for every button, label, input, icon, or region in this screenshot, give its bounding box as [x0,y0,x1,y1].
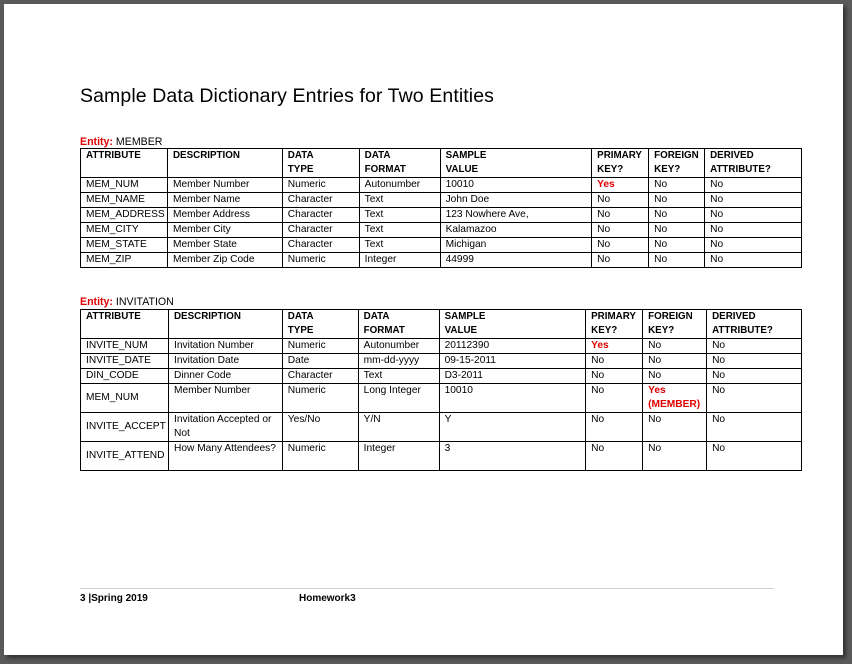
column-header [649,149,705,178]
column-header-line2: ATTRIBUTE? [710,164,771,175]
member-entity-caption [80,136,162,148]
table-row [81,253,802,268]
table-cell: No [643,354,707,369]
table-cell: Numeric [282,442,358,471]
table-cell: Member Number [168,384,282,413]
table-cell: 44999 [440,253,592,268]
column-header-line1: SAMPLE [444,311,486,322]
member-table [80,148,802,268]
table-cell: Invitation Number [168,339,282,354]
document-page [4,4,843,655]
entity-label: Entity: [80,296,113,308]
column-header [707,310,802,339]
table-cell: INVITE_NUM [81,339,169,354]
column-header [282,310,358,339]
table-cell: No [649,223,705,238]
table-cell: No [586,384,643,413]
column-header-line1: DERIVED [710,150,754,161]
column-header-line1: DATA [287,150,314,161]
page-title: Sample Data Dictionary Entries for Two Entities [80,85,495,107]
column-header-line2: ATTRIBUTE? [712,325,773,336]
table-cell: No [705,208,802,223]
table-cell: Member Zip Code [167,253,282,268]
table-row [81,384,802,413]
table-cell: Yes (MEMBER) [643,384,707,413]
table-cell: No [586,354,643,369]
table-cell: How Many Attendees? [168,442,282,471]
table-cell: No [643,413,707,442]
column-header-line1: DATA [364,150,391,161]
entity-name: MEMBER [115,136,163,148]
table-cell: No [705,253,802,268]
column-header-line1: ATTRIBUTE [86,150,141,161]
column-header [359,149,440,178]
table-cell: 123 Nowhere Ave, [440,208,592,223]
footer-page-info: 3 |Spring 2019 [80,593,148,604]
table-cell: No [705,193,802,208]
column-header-line1: ATTRIBUTE [86,311,141,322]
column-header-line2: FORMAT [363,325,405,336]
column-header [440,149,592,178]
column-header [705,149,802,178]
table-cell: Yes [592,178,649,193]
table-cell: Text [359,238,440,253]
table-cell: No [592,193,649,208]
invitation-table [80,309,802,471]
table-cell: Invitation Accepted or Not [168,413,282,442]
column-header-line2: TYPE [287,325,314,336]
table-cell: Integer [358,442,439,471]
footer-divider [80,588,774,589]
table-cell: Michigan [440,238,592,253]
column-header [167,149,282,178]
table-cell: No [705,238,802,253]
table-cell: Character [282,369,358,384]
table-cell: DIN_CODE [81,369,169,384]
column-header-line1: DERIVED [712,311,756,322]
table-cell: No [592,223,649,238]
table-cell: No [592,238,649,253]
column-header-line1: PRIMARY [597,150,642,161]
table-cell: MEM_CITY [81,223,168,238]
table-row [81,442,802,471]
table-cell: MEM_NAME [81,193,168,208]
table-cell: 10010 [439,384,586,413]
table-cell: MEM_ADDRESS [81,208,168,223]
table-row [81,339,802,354]
table-cell: Member Name [167,193,282,208]
table-cell: MEM_STATE [81,238,168,253]
table-cell: MEM_ZIP [81,253,168,268]
table-row [81,193,802,208]
column-header [81,149,168,178]
table-cell: Y [439,413,586,442]
table-cell: Character [282,238,359,253]
table-cell: Member Number [167,178,282,193]
table-cell: Member State [167,238,282,253]
column-header [358,310,439,339]
invitation-header-row [81,310,802,339]
table-cell: No [707,369,802,384]
table-cell: No [649,178,705,193]
column-header-line1: FOREIGN [654,150,699,161]
table-cell: Numeric [282,339,358,354]
table-row [81,223,802,238]
column-header-line2: KEY? [597,164,624,175]
table-cell: No [643,339,707,354]
table-cell: No [586,442,643,471]
column-header [586,310,643,339]
table-cell: MEM_NUM [81,178,168,193]
column-header-line1: SAMPLE [445,150,487,161]
table-cell: Integer [359,253,440,268]
table-cell: No [705,223,802,238]
column-header-line1: PRIMARY [591,311,636,322]
table-cell: INVITE_ACCEPT [81,413,169,442]
table-cell: No [586,413,643,442]
column-header [282,149,359,178]
column-header-line2 [86,324,168,338]
column-header [81,310,169,339]
table-cell: No [649,208,705,223]
table-cell: MEM_NUM [81,384,169,413]
table-cell: Y/N [358,413,439,442]
table-cell: INVITE_DATE [81,354,169,369]
table-cell: Text [359,193,440,208]
table-cell: No [586,369,643,384]
table-cell: No [649,253,705,268]
table-cell: No [649,193,705,208]
table-cell: No [707,339,802,354]
table-cell: Numeric [282,178,359,193]
table-cell: 3 [439,442,586,471]
table-cell: No [705,178,802,193]
entity-label: Entity: [80,136,113,148]
table-cell: Yes/No [282,413,358,442]
table-cell: Member City [167,223,282,238]
footer-doc-title: Homework3 [299,593,356,604]
table-cell: Kalamazoo [440,223,592,238]
column-header [439,310,586,339]
table-row [81,178,802,193]
column-header [168,310,282,339]
column-header-line2: KEY? [591,325,618,336]
table-cell: No [707,413,802,442]
column-header-line1: DESCRIPTION [173,311,241,322]
table-cell: 09-15-2011 [439,354,586,369]
table-cell: John Doe [440,193,592,208]
table-row [81,208,802,223]
member-header-row [81,149,802,178]
table-row [81,369,802,384]
column-header-line2: KEY? [654,164,681,175]
table-cell: No [592,253,649,268]
table-cell: No [643,369,707,384]
column-header-line1: DATA [363,311,390,322]
entity-name: INVITATION [115,296,174,308]
table-cell: No [707,384,802,413]
table-cell: 10010 [440,178,592,193]
table-cell: Autonumber [359,178,440,193]
table-cell: No [592,208,649,223]
column-header-line1: DATA [287,311,314,322]
table-cell: Dinner Code [168,369,282,384]
column-header-line1: DESCRIPTION [172,150,240,161]
column-header-line2: TYPE [287,164,314,175]
table-cell: Member Address [167,208,282,223]
table-cell: D3-2011 [439,369,586,384]
column-header-line2: FORMAT [364,164,406,175]
table-row [81,413,802,442]
table-cell: Text [359,223,440,238]
table-cell: Text [358,369,439,384]
table-cell: No [643,442,707,471]
table-cell: Long Integer [358,384,439,413]
table-cell: Numeric [282,384,358,413]
table-cell: Text [359,208,440,223]
table-cell: Autonumber [358,339,439,354]
column-header-line1: FOREIGN [648,311,693,322]
table-row [81,354,802,369]
table-row [81,238,802,253]
table-cell: Yes [586,339,643,354]
table-cell: Character [282,193,359,208]
column-header-line2 [86,163,167,177]
column-header [592,149,649,178]
column-header-line2: KEY? [648,325,675,336]
column-header-line2: VALUE [444,325,478,336]
table-cell: Character [282,223,359,238]
table-cell: Date [282,354,358,369]
table-cell: 20112390 [439,339,586,354]
column-header-line2: VALUE [445,164,479,175]
table-cell: Character [282,208,359,223]
table-cell: No [707,442,802,471]
table-cell: INVITE_ATTEND [81,442,169,471]
table-cell: Numeric [282,253,359,268]
table-cell: No [649,238,705,253]
column-header-line2 [174,324,282,338]
column-header-line2 [173,163,282,177]
invitation-entity-caption [80,296,174,308]
column-header [643,310,707,339]
table-cell: No [707,354,802,369]
table-cell: mm-dd-yyyy [358,354,439,369]
table-cell: Invitation Date [168,354,282,369]
